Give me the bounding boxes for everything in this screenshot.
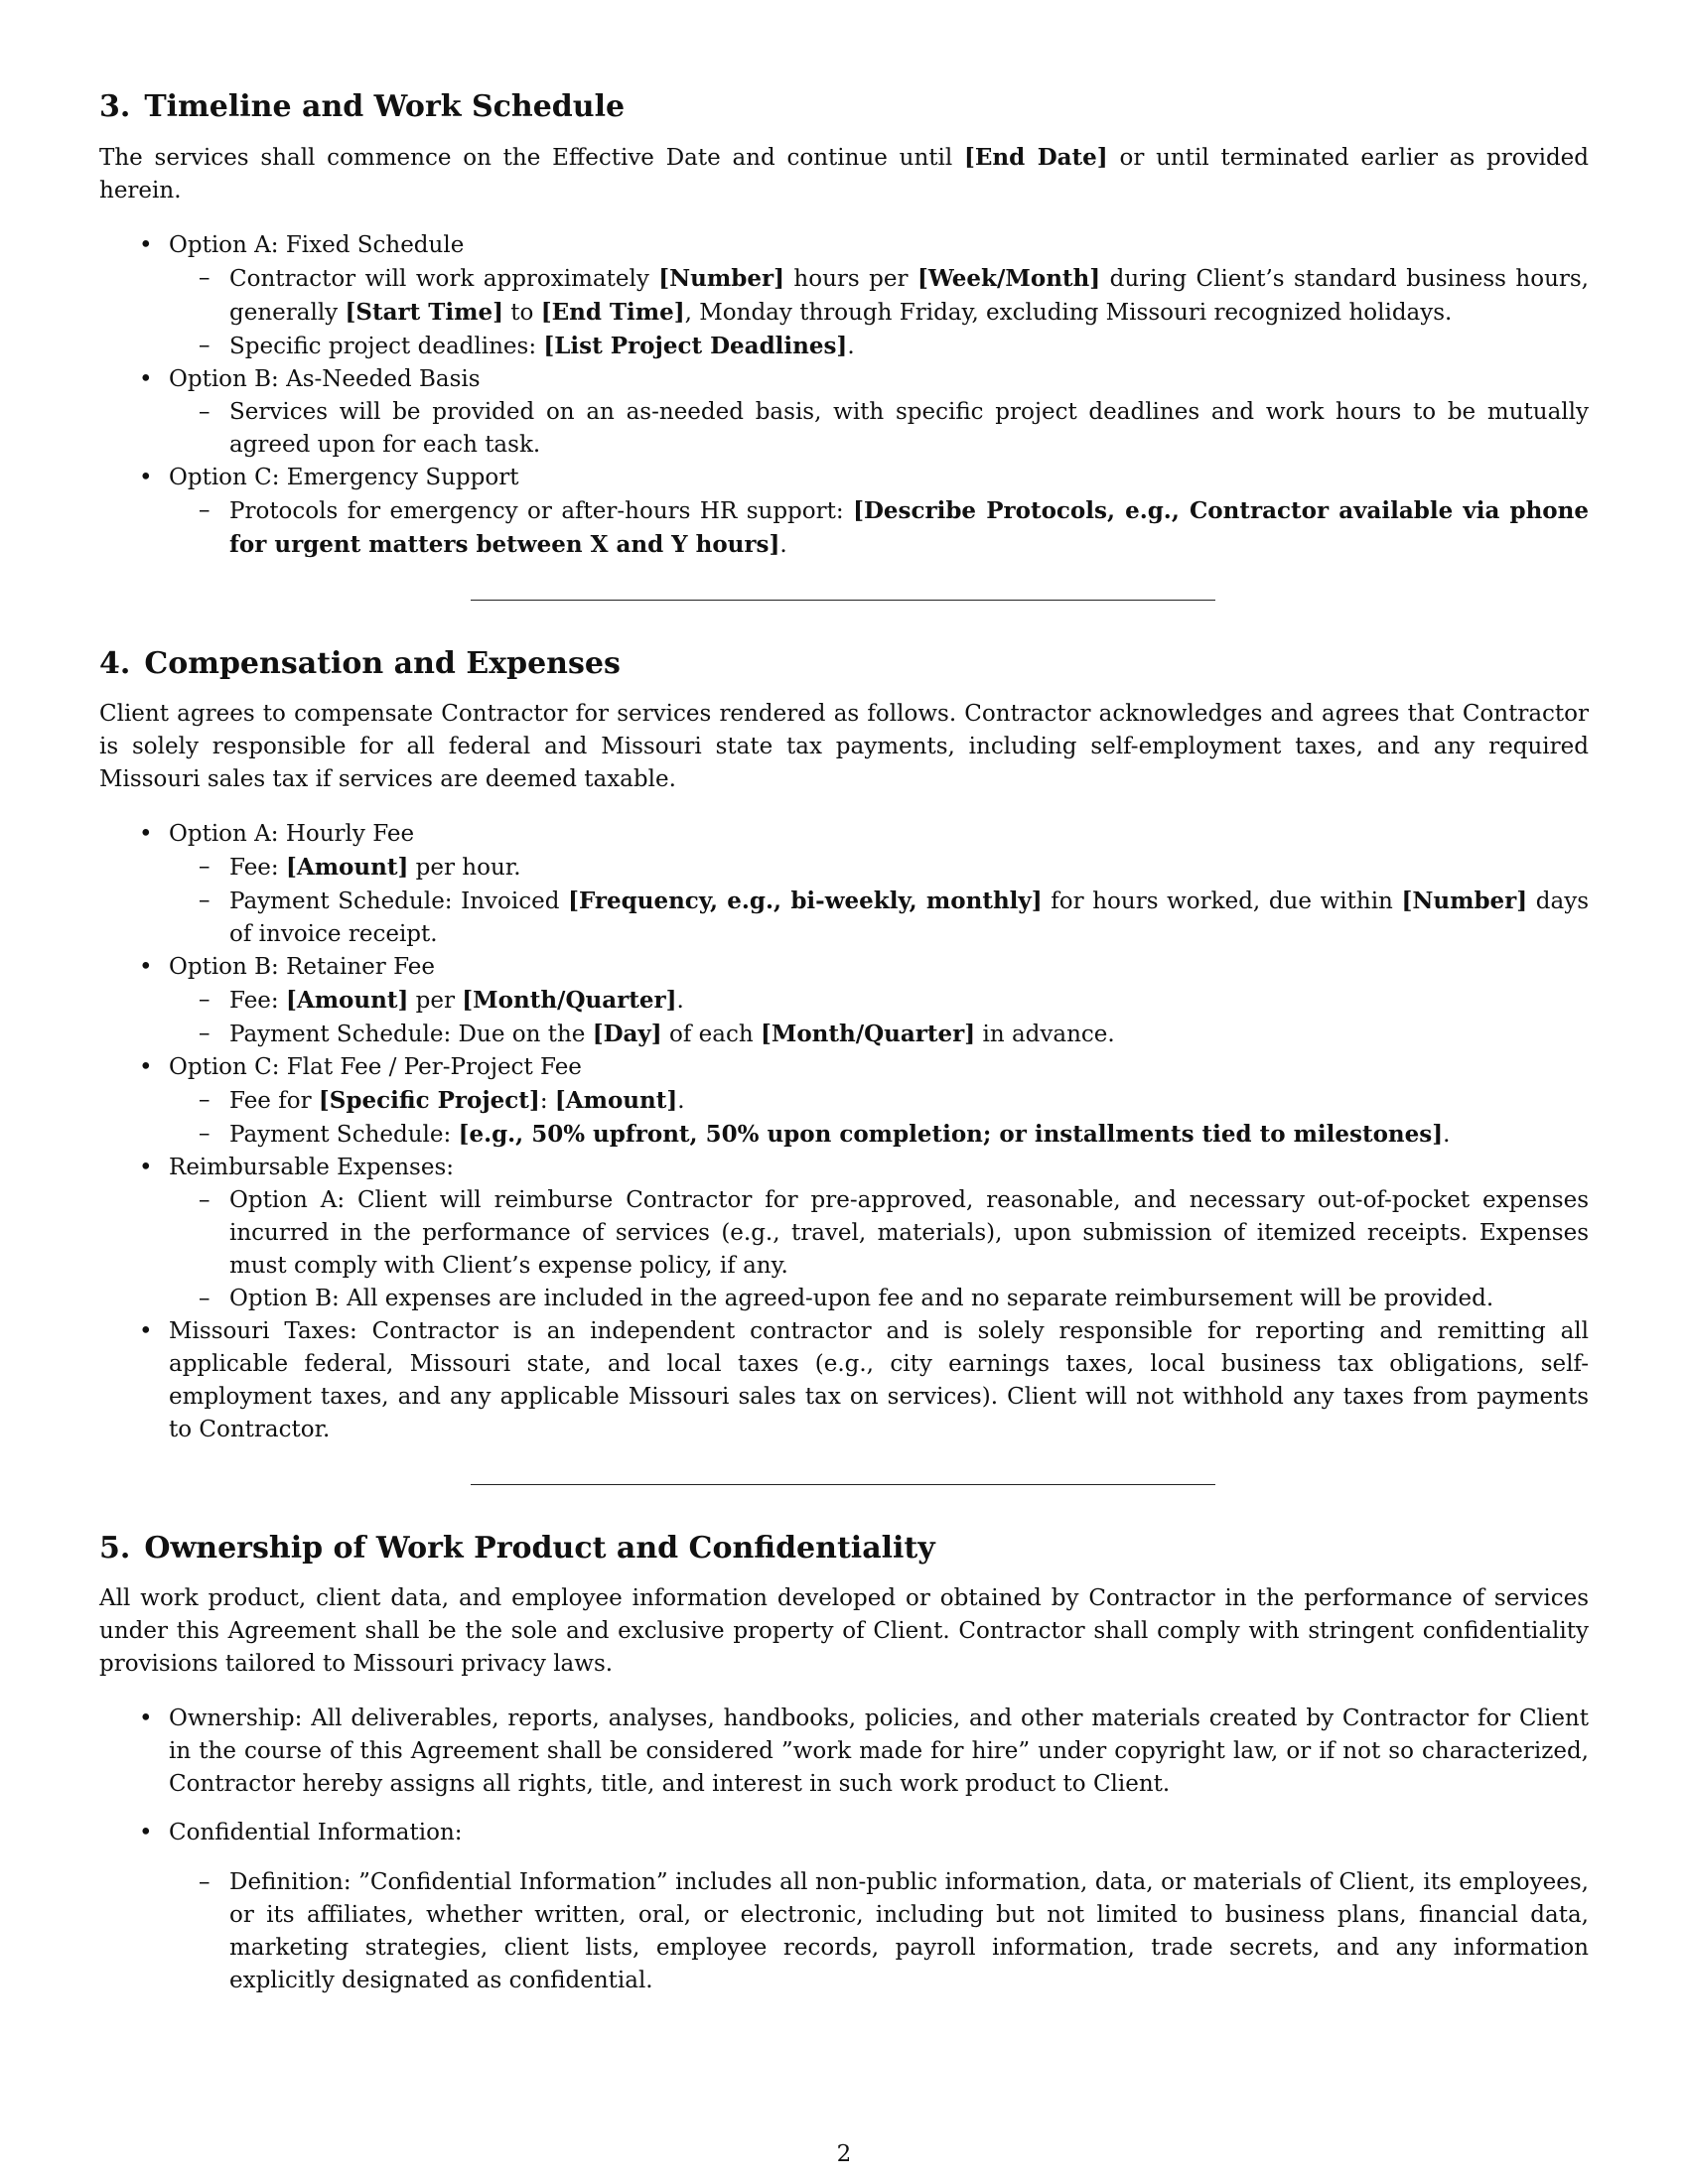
bullet: • (139, 954, 153, 980)
list-item: • Missouri Taxes: Contractor is an independent contractor and is solely responsible for reporting and remitting all applicable federal, Missouri state, and local taxes (e.g., city earnings taxes, local business tax obligations, self-employment taxes, and any applicable Missouri sales tax on services). Client will not withhold any taxes from payments to Contractor. (99, 1315, 1589, 1446)
dash: – (199, 1869, 211, 1895)
page-number: 2 (836, 2141, 852, 2167)
section-3-heading: 3. Timeline and Work Schedule (99, 89, 626, 124)
dash: – (199, 497, 211, 523)
list-item: – Protocols for emergency or after-hours HR support: [Describe Protocols, e.g., Contractor available via phone for urgent matters between X and Y hours]. (169, 494, 1589, 562)
dash: – (199, 854, 211, 880)
list-item: – Option A: Client will reimburse Contractor for pre-approved, reasonable, and necessary out-of-pocket expenses incurred in the performance of services (e.g., travel, materials), upon submission of itemized receipts. Expenses must comply with Client’s expense policy, if any. (169, 1184, 1589, 1283)
dash: – (199, 333, 211, 358)
dash: – (199, 987, 211, 1013)
list-item: • Option C: Flat Fee / Per-Project Fee – Fee for [Specific Project]: [Amount]. – Payment Schedule: [e.g., 50% upfront, 50% upon completion; or installments tied to milestones]. (99, 1051, 1589, 1152)
section-3-intro: The services shall commence on the Effective Date and continue until [End Date] or until terminated earlier as provided herein. (99, 144, 1590, 204)
list-item: – Fee: [Amount] per hour. (169, 851, 1589, 885)
list-item: – Fee: [Amount] per [Month/Quarter]. (169, 984, 1589, 1018)
bullet: • (139, 1054, 153, 1080)
list-item: – Payment Schedule: Invoiced [Frequency, e.g., bi-weekly, monthly] for hours worked, due within [Number] days of invoice receipt. (169, 885, 1589, 951)
list-item: – Payment Schedule: Due on the [Day] of each [Month/Quarter] in advance. (169, 1018, 1589, 1051)
dash: – (199, 399, 211, 425)
list-item: • Reimbursable Expenses: – Option A: Client will reimburse Contractor for pre-approved, reasonable, and necessary out-of-pocket expenses incurred in the performance of services (e.g., travel, materials), upon submission of itemized receipts. Expenses must comply with Client’s expense policy, if any. – Option B: All expenses are included in the agreed-upon fee and no separate reimbursement will be provided. (99, 1152, 1589, 1315)
bullet: • (139, 1155, 153, 1180)
list-item: – Payment Schedule: [e.g., 50% upfront, 50% upon completion; or installments tied to milestones]. (169, 1118, 1589, 1152)
section-divider (471, 600, 1215, 601)
bullet: • (139, 465, 153, 490)
list-item: – Specific project deadlines: [List Project Deadlines]. (169, 330, 1589, 363)
list-item: • Option B: As-Needed Basis – Services will be provided on an as-needed basis, with specific project deadlines and work hours to be mutually agreed upon for each task. (99, 363, 1589, 462)
bullet: • (139, 366, 153, 392)
dash: – (199, 887, 211, 913)
bullet: • (139, 1706, 153, 1731)
list-item: – Definition: ”Confidential Information” includes all non-public information, data, or materials of Client, its employees, or its affiliates, whether written, oral, or electronic, including but not limited to business plans, financial data, marketing strategies, client lists, employee records, payroll information, trade secrets, and any information explicitly designated as confidential. (169, 1866, 1589, 1997)
dash: – (199, 265, 211, 291)
list-item: • Option A: Hourly Fee – Fee: [Amount] per hour. – Payment Schedule: Invoiced [Frequency, e.g., bi-weekly, monthly] for hours worked, due within [Number] days of invoice receipt. (99, 818, 1589, 951)
section-4-heading: 4. Compensation and Expenses (99, 646, 621, 681)
dash: – (199, 1286, 211, 1311)
list-item: • Option B: Retainer Fee – Fee: [Amount] per [Month/Quarter]. – Payment Schedule: Due on the [Day] of each [Month/Quarter] in advance. (99, 951, 1589, 1051)
section-divider (471, 1484, 1215, 1485)
list-item: – Contractor will work approximately [Number] hours per [Week/Month] during Client’s standard business hours, generally [Start Time] to [End Time], Monday through Friday, excluding Missouri recognized holidays. (169, 262, 1589, 330)
dash: – (199, 1121, 211, 1147)
dash: – (199, 1187, 211, 1213)
section-4-options (99, 818, 1589, 1446)
list-item: • Option A: Fixed Schedule – Contractor will work approximately [Number] hours per [Week/Month] during Client’s standard business hours, generally [Start Time] to [End Time], Monday through Friday, excluding Missouri recognized holidays. – Specific project deadlines: [List Project Deadlines]. (99, 229, 1589, 363)
bullet: • (139, 232, 153, 258)
bullet: • (139, 821, 153, 847)
list-item: • Ownership: All deliverables, reports, analyses, handbooks, policies, and other materials created by Contractor for Client in the course of this Agreement shall be considered ”work made for hire” under copyright law, or if not so characterized, Contractor hereby assigns all rights, title, and interest in such work product to Client. (99, 1703, 1589, 1801)
list-item: – Services will be provided on an as-needed basis, with specific project deadlines and work hours to be mutually agreed upon for each task. (169, 396, 1589, 462)
list-item: – Option B: All expenses are included in the agreed-upon fee and no separate reimbursement will be provided. (169, 1283, 1589, 1315)
bullet: • (139, 1820, 153, 1845)
bullet: • (139, 1318, 153, 1344)
document-page (99, 89, 1589, 1997)
list-item: – Fee for [Specific Project]: [Amount]. (169, 1084, 1589, 1118)
dash: – (199, 1021, 211, 1046)
section-5-items (99, 1703, 1589, 1997)
list-item: • Confidential Information: – Definition: ”Confidential Information” includes all non-public information, data, or materials of Client, its employees, or its affiliates, whether written, oral, or electronic, including but not limited to business plans, financial data, marketing strategies, client lists, employee records, payroll information, trade secrets, and any information explicitly designated as confidential. (99, 1817, 1589, 1997)
section-3-options (99, 229, 1589, 562)
list-item: • Option C: Emergency Support – Protocols for emergency or after-hours HR support: [Describe Protocols, e.g., Contractor available via phone for urgent matters between X and Y hours]. (99, 462, 1589, 562)
section-5-heading: 5. Ownership of Work Product and Confidentiality (99, 1531, 935, 1566)
section-5-intro: All work product, client data, and employee information developed or obtained by Contractor in the performance of services under this Agreement shall be the sole and exclusive property of Client. Contractor shall comply with stringent confidentiality provisions tailored to Missouri privacy laws. (99, 1585, 1589, 1677)
dash: – (199, 1087, 211, 1113)
section-4-intro: Client agrees to compensate Contractor for services rendered as follows. Contractor acknowledges and agrees that Contractor is solely responsible for all federal and Missouri state tax payments, including self-employment taxes, and any required Missouri sales tax if services are deemed taxable. (99, 701, 1589, 792)
